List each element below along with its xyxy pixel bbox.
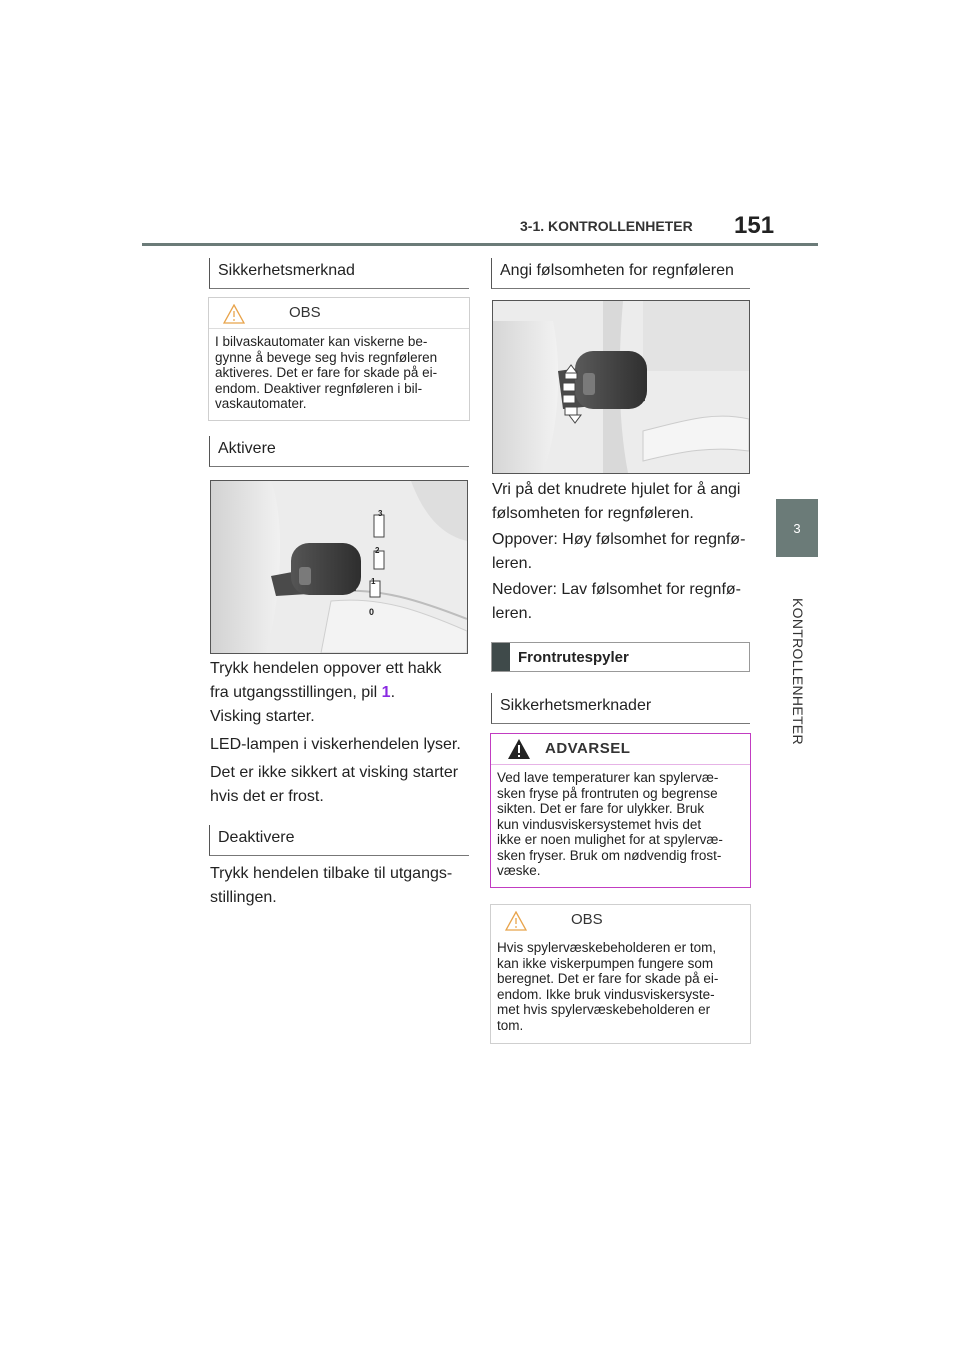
advarsel-line: Ved lave temperaturer kan spylervæ- bbox=[497, 770, 719, 785]
obs-text bbox=[209, 329, 469, 418]
advarsel-line: væske. bbox=[497, 863, 541, 878]
oppover-text bbox=[492, 528, 752, 576]
text-line: Trykk hendelen tilbake til utgangs- bbox=[210, 865, 453, 882]
obs-box-header bbox=[491, 905, 750, 935]
obs-box-left bbox=[208, 297, 470, 421]
header-rule bbox=[142, 243, 818, 246]
safety-notes-heading: Sikkerhetsmerknader bbox=[491, 693, 750, 724]
obs-line: I bilvaskautomater kan viskerne be- bbox=[215, 334, 428, 349]
obs-line: vaskautomater. bbox=[215, 396, 307, 411]
text-line: Det er ikke sikkert at visking starter bbox=[210, 764, 459, 781]
obs-line: gynne å bevege seg hvis regnføleren bbox=[215, 349, 438, 365]
chapter-label: KONTROLLENHETER bbox=[790, 598, 806, 745]
obs-box-right bbox=[490, 904, 751, 1044]
text-line: følsomheten for regnføleren. bbox=[492, 505, 694, 522]
obs-line: kan ikke viskerpumpen fungere som bbox=[497, 955, 714, 971]
activate-heading: Aktivere bbox=[209, 436, 469, 467]
text-line: leren. bbox=[492, 605, 533, 622]
obs-line: met hvis spylervæskebeholderen er bbox=[497, 1002, 711, 1017]
sensitivity-figure bbox=[492, 300, 750, 474]
obs-title: OBS bbox=[289, 304, 321, 321]
obs-line: endom. Deaktiver regnføleren i bil- bbox=[215, 380, 423, 396]
rain-sensor-wheel-illustration bbox=[493, 301, 749, 473]
deactivate-heading: Deaktivere bbox=[209, 825, 469, 856]
figure-label-1: 1 bbox=[371, 577, 376, 586]
text-line: Trykk hendelen oppover ett hakk bbox=[210, 660, 442, 677]
figure-label-2: 2 bbox=[375, 546, 380, 555]
chapter-tab bbox=[776, 499, 818, 557]
nedover-text bbox=[492, 578, 752, 626]
advarsel-header bbox=[491, 734, 750, 765]
advarsel-line: kun vindusviskersystemet hvis det bbox=[497, 816, 702, 832]
obs-line: beregnet. Det er fare for skade på ei- bbox=[497, 971, 719, 986]
lever-figure bbox=[210, 480, 468, 654]
text-line bbox=[210, 681, 470, 705]
text-span: . bbox=[390, 684, 396, 701]
activate-text bbox=[210, 657, 470, 705]
visking-text: Visking starter. bbox=[210, 708, 315, 725]
page-number: 151 bbox=[734, 212, 775, 239]
arrow-number: 1 bbox=[381, 684, 391, 701]
section-title: 3-1. KONTROLLENHETER bbox=[520, 218, 693, 234]
text-line: hvis det er frost. bbox=[210, 788, 324, 805]
led-text: LED-lampen i viskerhendelen lyser. bbox=[210, 736, 461, 753]
heading-text: Frontrutespyler bbox=[518, 648, 629, 666]
caution-icon bbox=[505, 911, 527, 931]
advarsel-line: sken fryser. Bruk om nødvendig frost- bbox=[497, 847, 722, 863]
text-line: Vri på det knudrete hjulet for å angi bbox=[492, 481, 741, 498]
frost-text bbox=[210, 761, 470, 809]
advarsel-text bbox=[491, 765, 750, 885]
obs-box-header bbox=[209, 298, 469, 329]
advarsel-line: sikten. Det er fare for ulykker. Bruk bbox=[497, 801, 705, 816]
advarsel-box bbox=[490, 733, 751, 888]
text-line: stillingen. bbox=[210, 889, 277, 906]
obs-line: endom. Ikke bruk vindusviskersyste- bbox=[497, 986, 715, 1002]
warning-icon bbox=[507, 738, 531, 760]
sensitivity-heading: Angi følsomheten for regnføleren bbox=[491, 258, 750, 289]
deactivate-text bbox=[210, 862, 470, 910]
figure-label-3: 3 bbox=[378, 509, 383, 518]
wiper-lever-illustration bbox=[211, 481, 467, 653]
obs-line: Hvis spylervæskebeholderen er tom, bbox=[497, 940, 717, 955]
text-line: Nedover: Lav følsomhet for regnfø- bbox=[492, 581, 741, 598]
frontrutespyler-heading bbox=[491, 642, 750, 672]
caution-icon bbox=[223, 304, 245, 324]
obs-line: aktiveres. Det er fare for skade på ei- bbox=[215, 365, 438, 380]
text-line: Oppover: Høy følsomhet for regnfø- bbox=[492, 531, 746, 548]
obs-title: OBS bbox=[571, 911, 603, 928]
advarsel-line: ikke er noen mulighet for at spylervæ- bbox=[497, 832, 723, 847]
advarsel-line: sken fryse på frontruten og begrense bbox=[497, 785, 718, 801]
heading-marker bbox=[492, 643, 510, 671]
obs-line: tom. bbox=[497, 1017, 524, 1033]
advarsel-title: ADVARSEL bbox=[545, 740, 631, 757]
obs-text bbox=[491, 935, 750, 1039]
vri-text bbox=[492, 478, 752, 526]
text-line: leren. bbox=[492, 555, 533, 572]
safety-heading: Sikkerhetsmerknad bbox=[209, 258, 469, 289]
text-span: fra utgangsstillingen, pil bbox=[210, 684, 382, 701]
chapter-number: 3 bbox=[793, 520, 801, 536]
figure-label-0: 0 bbox=[369, 607, 375, 617]
